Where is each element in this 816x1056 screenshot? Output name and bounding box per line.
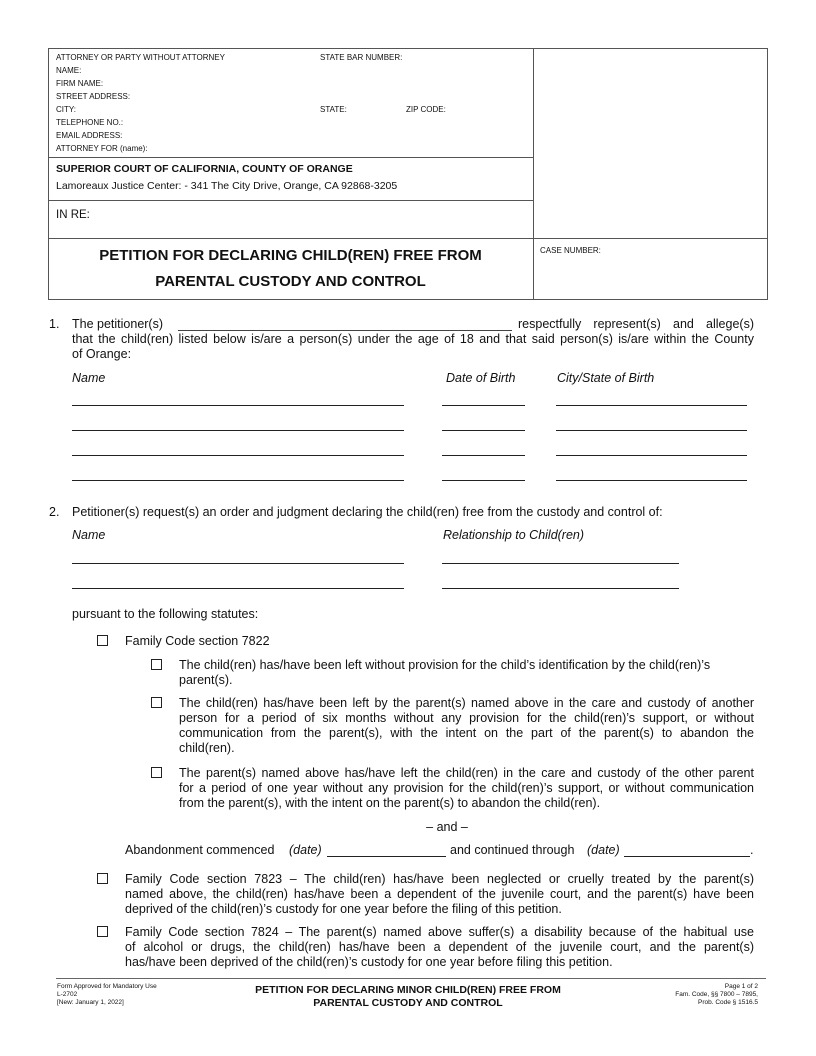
- relationship-line[interactable]: [442, 563, 679, 564]
- section1-line1-end: respectfully represent(s) and allege(s): [518, 317, 754, 331]
- abandonment-date-label: (date): [289, 843, 322, 857]
- child-city-line[interactable]: [556, 480, 747, 481]
- court-address: Lamoreaux Justice Center: - 341 The City Drive, Orange, CA 92868-3205: [56, 180, 398, 192]
- end-period: .: [750, 843, 754, 857]
- form-title-line1: PETITION FOR DECLARING CHILD(REN) FREE FROM: [99, 247, 482, 264]
- fc7822-a-text: The child(ren) has/have been left without provision for the child’s identification by the child(ren)’s parent(s).: [179, 658, 711, 687]
- col-parent-name-header: Name: [72, 528, 106, 542]
- fc7822-checkbox[interactable]: [97, 635, 108, 646]
- attorney-field: FIRM NAME:: [56, 79, 104, 88]
- attorney-field: CITY:: [56, 105, 77, 114]
- section2-number: 2.: [49, 505, 60, 519]
- fc7824-text: Family Code section 7824 – The parent(s) named above suffer(s) a disability because of the habitual use of alcohol or drugs, the child(ren) has/have been a dependent of the juvenile court, and the parent(s) has/have been deprived of the child(ren)’s custody for one year before filing this petition.: [125, 925, 754, 969]
- col-name-header: Name: [72, 371, 106, 385]
- caption-divider-title: [48, 238, 768, 239]
- child-dob-line[interactable]: [442, 430, 525, 431]
- child-city-line[interactable]: [556, 430, 747, 431]
- attorney-field: ATTORNEY FOR (name):: [56, 144, 148, 153]
- child-name-line[interactable]: [72, 480, 404, 481]
- footer-right: Page 1 of 2 Fam. Code, §§ 7800 – 7895, Prob. Code § 1516.5: [675, 983, 758, 1006]
- attorney-field: EMAIL ADDRESS:: [56, 131, 123, 140]
- child-city-line[interactable]: [556, 455, 747, 456]
- fc7822-b-text: The child(ren) has/have been left by the parent(s) named above in the care and custody of another person for a period of six months without any provision for the child(ren)’s support, or without communication from the parent(s), with the intent on the part of the parent(s) to abandon the child(ren).: [179, 696, 754, 755]
- state-label: STATE:: [320, 105, 347, 114]
- zip-label: ZIP CODE:: [406, 105, 446, 114]
- attorney-field: NAME:: [56, 66, 82, 75]
- form-title-line2: PARENTAL CUSTODY AND CONTROL: [155, 273, 426, 290]
- abandonment-end-date-line[interactable]: [624, 856, 750, 857]
- in-re-label: IN RE:: [56, 209, 90, 221]
- court-name: SUPERIOR COURT OF CALIFORNIA, COUNTY OF ORANGE: [56, 163, 353, 175]
- caption-vertical-divider: [533, 48, 534, 300]
- continued-through-label: and continued through: [450, 843, 575, 857]
- col-relationship-header: Relationship to Child(ren): [443, 528, 585, 542]
- caption-divider-inre: [48, 200, 533, 201]
- child-dob-line[interactable]: [442, 480, 525, 481]
- case-number-label: CASE NUMBER:: [540, 246, 601, 255]
- fc7822-a-checkbox[interactable]: [151, 659, 162, 670]
- footer-title: PETITION FOR DECLARING MINOR CHILD(REN) FREE FROM PARENTAL CUSTODY AND CONTROL: [255, 984, 561, 1009]
- fc7823-checkbox[interactable]: [97, 873, 108, 884]
- child-dob-line[interactable]: [442, 455, 525, 456]
- attorney-field: STREET ADDRESS:: [56, 92, 131, 101]
- continued-date-label: (date): [587, 843, 620, 857]
- parent-name-line[interactable]: [72, 588, 404, 589]
- fc7822-c-text: The parent(s) named above has/have left the child(ren) in the care and custody of the other parent for a period of one year without any provision for the child(ren)’s support, or without communication from the parent(s), with the intent on the parent(s) to abandon the child(ren).: [179, 766, 754, 810]
- section1-line3: of Orange:: [72, 347, 132, 361]
- petitioner-name-line[interactable]: [178, 330, 512, 331]
- footer-rule: [56, 978, 766, 979]
- state-bar-label: STATE BAR NUMBER:: [320, 53, 403, 62]
- section2-intro: Petitioner(s) request(s) an order and judgment declaring the child(ren) free from the custody and control of:: [72, 505, 663, 519]
- child-city-line[interactable]: [556, 405, 747, 406]
- section1-number: 1.: [49, 317, 60, 331]
- attorney-field: ATTORNEY OR PARTY WITHOUT ATTORNEY: [56, 53, 225, 62]
- caption-divider-court: [48, 157, 533, 158]
- abandonment-start-date-line[interactable]: [327, 856, 446, 857]
- fc7824-checkbox[interactable]: [97, 926, 108, 937]
- fc7823-text: Family Code section 7823 – The child(ren) has/have been neglected or cruelly treated by the parent(s) named above, the child(ren) has/have been a dependent of the juvenile court, and the parent(s) have been deprived of the child(ren)’s custody for one year before the filing of this petition.: [125, 872, 754, 916]
- section1-line2: that the child(ren) listed below is/are a person(s) under the age of 18 and that said person(s) is/are within the County: [72, 332, 754, 346]
- abandonment-commenced-label: Abandonment commenced: [125, 843, 275, 857]
- col-dob-header: Date of Birth: [446, 371, 516, 385]
- statutes-intro: pursuant to the following statutes:: [72, 607, 259, 621]
- fc7822-b-checkbox[interactable]: [151, 697, 162, 708]
- fc7822-c-checkbox[interactable]: [151, 767, 162, 778]
- parent-name-line[interactable]: [72, 563, 404, 564]
- child-dob-line[interactable]: [442, 405, 525, 406]
- child-name-line[interactable]: [72, 405, 404, 406]
- col-city-header: City/State of Birth: [557, 371, 655, 385]
- relationship-line[interactable]: [442, 588, 679, 589]
- child-name-line[interactable]: [72, 455, 404, 456]
- footer-left: Form Approved for Mandatory Use L-2702 [New: January 1, 2022]: [57, 983, 157, 1006]
- fc7822-label: Family Code section 7822: [125, 634, 270, 648]
- section1-petitioner-label: The petitioner(s): [72, 317, 164, 331]
- and-separator: – and –: [426, 820, 468, 834]
- attorney-field: TELEPHONE NO.:: [56, 118, 124, 127]
- child-name-line[interactable]: [72, 430, 404, 431]
